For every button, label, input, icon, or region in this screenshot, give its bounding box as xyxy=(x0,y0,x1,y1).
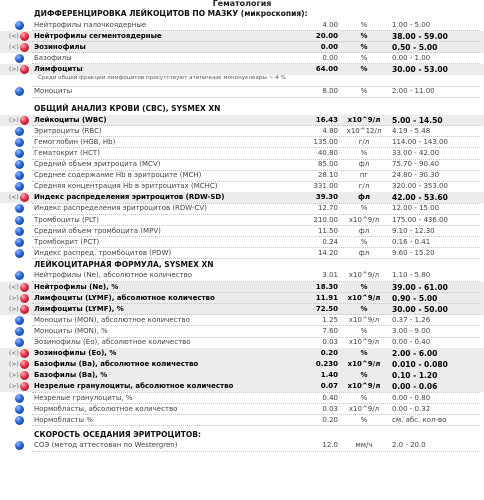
blue-status-icon xyxy=(15,160,24,169)
reference-range: 2.0 - 20.0 xyxy=(392,441,426,450)
red-status-icon xyxy=(20,283,29,292)
abnormal-flag: (<) xyxy=(9,283,19,291)
red-status-icon xyxy=(20,32,29,41)
blue-status-icon xyxy=(15,127,24,136)
test-name: Лимфоциты (LYMF), % xyxy=(34,304,124,313)
reference-range: 320.00 - 353.00 xyxy=(392,182,448,191)
result-row xyxy=(0,315,484,326)
test-name: Базофилы xyxy=(34,53,72,62)
reference-range: 0.00 - 0.80 xyxy=(392,393,431,402)
test-unit: % xyxy=(360,415,368,424)
blue-status-icon xyxy=(15,441,24,450)
test-unit: x10^9/л xyxy=(347,293,381,302)
result-row xyxy=(0,348,484,359)
reference-range: 0.50 - 5.00 xyxy=(392,42,438,52)
reference-range: 4.19 - 5.48 xyxy=(392,126,431,135)
test-unit: % xyxy=(360,304,368,313)
reference-range: 114.00 - 143.00 xyxy=(392,137,448,146)
result-row xyxy=(0,337,484,348)
test-name: Тромбоциты (PLT) xyxy=(34,215,99,224)
reference-range: 3.00 - 9.00 xyxy=(392,326,431,335)
result-row xyxy=(0,31,484,42)
blue-status-icon xyxy=(15,54,24,63)
test-value: 28.10 xyxy=(317,171,338,180)
test-value: 3.01 xyxy=(322,271,338,280)
abnormal-flag: (<) xyxy=(9,43,19,51)
result-row xyxy=(0,137,484,148)
test-name: Базофилы (Ba), % xyxy=(34,371,108,380)
test-unit: % xyxy=(360,20,368,29)
test-unit: x10^12/л xyxy=(346,126,382,135)
test-value: 12.0 xyxy=(322,441,338,450)
result-row xyxy=(0,115,484,126)
result-row xyxy=(0,192,484,203)
test-value: 18.30 xyxy=(315,282,338,291)
test-name: Базофилы (Ba), абсолютное количество xyxy=(34,360,199,369)
reference-range: 12.00 - 15.00 xyxy=(392,204,440,213)
red-status-icon xyxy=(20,349,29,358)
reference-range: 42.00 - 53.60 xyxy=(392,193,448,203)
reference-range: 0.10 - 1.20 xyxy=(392,371,438,381)
red-status-icon xyxy=(20,65,29,74)
blue-status-icon xyxy=(15,405,24,414)
red-status-icon xyxy=(20,193,29,202)
result-row xyxy=(0,415,484,426)
test-value: 0.20 xyxy=(322,415,338,424)
test-unit: % xyxy=(360,282,368,291)
result-row xyxy=(0,359,484,370)
test-value: 11.50 xyxy=(317,226,338,235)
reference-range: 2.00 - 6.00 xyxy=(392,349,438,359)
test-name: Гемоглобин (HGB, Hb) xyxy=(34,137,116,146)
reference-range: 30.00 - 53.00 xyxy=(392,64,448,74)
abnormal-flag: (>) xyxy=(9,116,19,124)
abnormal-flag: (>) xyxy=(9,294,19,302)
test-value: 4.00 xyxy=(322,20,338,29)
test-unit: мм/ч xyxy=(355,441,373,450)
reference-range: 9.10 - 12.30 xyxy=(392,226,435,235)
result-row xyxy=(0,159,484,170)
test-value: 20.00 xyxy=(315,31,338,40)
test-name: СОЭ (метод аттестован по Westergren) xyxy=(34,441,178,450)
abnormal-flag: (>) xyxy=(9,361,19,369)
result-row xyxy=(0,20,484,31)
red-status-icon xyxy=(20,360,29,369)
test-value: 0.20 xyxy=(320,349,338,358)
test-unit: % xyxy=(360,371,368,380)
result-row xyxy=(0,203,484,214)
test-unit: % xyxy=(360,393,368,402)
section-heading: ДИФФЕРЕНЦИРОВКА ЛЕЙКОЦИТОВ ПО МАЗКУ (микроскопия): xyxy=(34,9,308,18)
result-row xyxy=(0,237,484,248)
reference-range: 5.00 - 14.50 xyxy=(392,115,443,125)
row-divider xyxy=(32,97,480,98)
test-value: 0.03 xyxy=(322,404,338,413)
test-name: Среднее содержание Hb в эритроците (MCH) xyxy=(34,171,202,180)
blue-status-icon xyxy=(15,327,24,336)
test-name: Нейтрофилы сегментоядерные xyxy=(34,31,162,40)
report-title: Гематология xyxy=(212,0,272,8)
abnormal-flag: (>) xyxy=(9,383,19,391)
test-value: 7.60 xyxy=(322,326,338,335)
test-name: Средний объем эритроцита (MCV) xyxy=(34,160,161,168)
result-row xyxy=(0,440,484,451)
test-value: 0.230 xyxy=(315,360,338,369)
result-row xyxy=(0,326,484,337)
section-heading: СКОРОСТЬ ОСЕДАНИЯ ЭРИТРОЦИТОВ: xyxy=(34,429,201,439)
test-name: Средний объем тромбоцита (MPV) xyxy=(34,226,161,235)
test-value: 64.00 xyxy=(315,64,338,73)
test-value: 14.20 xyxy=(317,248,338,257)
test-value: 0.24 xyxy=(322,237,338,246)
test-name: Эозинофилы (Eo), абсолютное количество xyxy=(34,338,191,346)
result-row xyxy=(0,181,484,192)
result-row xyxy=(0,126,484,137)
test-unit: x10^9/л xyxy=(348,338,380,346)
result-row xyxy=(0,282,484,293)
test-name: Эозинофилы xyxy=(34,42,86,51)
test-unit: % xyxy=(360,31,368,40)
test-name: Моноциты (MON), абсолютное количество xyxy=(34,315,190,324)
test-value: 72.50 xyxy=(315,304,338,313)
test-unit: % xyxy=(360,87,368,95)
test-value: 210.00 xyxy=(313,215,338,224)
blue-status-icon xyxy=(15,87,24,96)
test-name: Индекс распределения эритроцитов (RDW-CV) xyxy=(34,204,207,213)
test-name: Лейкоциты (WBC) xyxy=(34,115,107,124)
red-status-icon xyxy=(20,43,29,52)
reference-range: 39.00 - 61.00 xyxy=(392,282,448,292)
reference-range: см. абс. кол-во xyxy=(392,415,447,424)
abnormal-flag: (>) xyxy=(9,65,19,73)
test-unit: % xyxy=(360,237,368,246)
test-name: Лимфоциты xyxy=(34,64,83,73)
abnormal-flag: (>) xyxy=(9,372,19,380)
test-unit: % xyxy=(360,42,368,51)
red-status-icon xyxy=(20,371,29,380)
result-row xyxy=(0,270,484,281)
row-divider xyxy=(32,425,480,426)
test-value: 4.80 xyxy=(322,126,338,135)
test-unit: г/л xyxy=(358,182,370,191)
blue-status-icon xyxy=(15,204,24,213)
red-status-icon xyxy=(20,305,29,314)
test-unit: % xyxy=(360,326,368,335)
abnormal-flag: (<) xyxy=(9,194,19,202)
test-unit: фл xyxy=(357,193,371,202)
test-unit: x10^9/л xyxy=(347,360,381,369)
section-heading: ЛЕЙКОЦИТАРНАЯ ФОРМУЛА, SYSMEX XN xyxy=(34,259,214,269)
reference-range: 75.70 - 90.40 xyxy=(392,160,440,168)
reference-range: 38.00 - 59.00 xyxy=(392,31,448,41)
result-row xyxy=(0,370,484,381)
result-row xyxy=(0,53,484,64)
reference-range: 9.60 - 15.20 xyxy=(392,248,435,257)
test-unit: % xyxy=(360,64,368,73)
test-unit: % xyxy=(360,349,368,358)
test-name: Нормобласты, абсолютное количество xyxy=(34,404,178,413)
test-unit: x10^9/л xyxy=(348,315,380,324)
abnormal-flag: (>) xyxy=(9,305,19,313)
reference-range: 175.00 - 436.00 xyxy=(392,215,448,224)
reference-range: 1.10 - 5.80 xyxy=(392,271,431,280)
blue-status-icon xyxy=(15,21,24,30)
reference-range: 33.00 - 42.00 xyxy=(392,148,440,157)
test-unit: x10^9/л xyxy=(347,115,381,124)
blue-status-icon xyxy=(15,271,24,280)
blue-status-icon xyxy=(15,316,24,325)
result-row xyxy=(0,293,484,304)
test-value: 0.40 xyxy=(322,393,338,402)
test-unit: % xyxy=(360,53,368,62)
test-name: Тромбокрит (PCT) xyxy=(34,237,100,246)
test-unit: % xyxy=(360,148,368,157)
section-heading: ОБЩИЙ АНАЛИЗ КРОВИ (CBC), SYSMEX XN xyxy=(34,104,221,114)
test-value: 12.70 xyxy=(317,204,338,213)
reference-range: 24.80 - 30.30 xyxy=(392,171,440,180)
reference-range: 0.00 - 0.06 xyxy=(392,382,438,392)
test-name: Нейтрофилы (Ne), % xyxy=(34,282,119,291)
reference-range: 30.00 - 50.00 xyxy=(392,304,448,314)
red-status-icon xyxy=(20,382,29,391)
test-unit: фл xyxy=(358,248,370,257)
test-name: Гематокрит (HCT) xyxy=(34,148,100,157)
result-row xyxy=(0,393,484,404)
result-note: Среди общей фракции лимфоцитов присутствуют атипичные мононуклеары ~ 4 % xyxy=(38,75,286,81)
result-row xyxy=(0,148,484,159)
test-name: Средняя концентрация Hb в эритроцитах (MCHC) xyxy=(34,182,218,191)
test-value: 0.07 xyxy=(320,382,338,391)
test-value: 0.00 xyxy=(322,53,338,62)
test-unit: г/л xyxy=(358,137,370,146)
test-name: Моноциты (MON), % xyxy=(34,326,108,335)
test-name: Нейтрофилы палочкоядерные xyxy=(34,20,147,29)
test-name: Нормобласты % xyxy=(34,415,93,424)
blue-status-icon xyxy=(15,394,24,403)
result-row xyxy=(0,248,484,259)
result-row xyxy=(0,304,484,315)
test-name: Незрелые гранулоциты, абсолютное количество xyxy=(34,382,234,391)
test-name: Моноциты xyxy=(34,87,73,95)
test-name: Эозинофилы (Eo), % xyxy=(34,349,117,358)
test-value: 331.00 xyxy=(313,182,338,191)
test-unit: фл xyxy=(358,160,370,168)
test-value: 135.00 xyxy=(313,137,338,146)
test-name: Индекс распред. тромбоцитов (PDW) xyxy=(34,248,172,257)
test-name: Эритроциты (RBC) xyxy=(34,126,102,135)
reference-range: 0.010 - 0.080 xyxy=(392,360,448,370)
test-value: 16.43 xyxy=(315,115,338,124)
result-row xyxy=(0,42,484,53)
result-row xyxy=(0,226,484,237)
test-value: 0.03 xyxy=(322,338,338,346)
reference-range: 2.00 - 11.00 xyxy=(392,87,435,95)
test-value: 11.91 xyxy=(315,293,338,302)
result-row xyxy=(0,404,484,415)
blue-status-icon xyxy=(15,227,24,236)
blue-status-icon xyxy=(15,249,24,258)
reference-range: 0.16 - 0.41 xyxy=(392,237,431,246)
result-row xyxy=(0,215,484,226)
reference-range: 0.00 - 1.00 xyxy=(392,53,431,62)
result-row xyxy=(0,86,484,97)
reference-range: 0.37 - 1.26 xyxy=(392,315,431,324)
test-value: 0.00 xyxy=(320,42,338,51)
test-name: Индекс распределения эритроцитов (RDW-SD) xyxy=(34,193,225,202)
blue-status-icon xyxy=(15,171,24,180)
test-unit: x10^9/л xyxy=(348,271,380,280)
test-value: 8.00 xyxy=(322,87,338,95)
blue-status-icon xyxy=(15,138,24,147)
blue-status-icon xyxy=(15,416,24,425)
test-unit: x10^9/л xyxy=(348,404,380,413)
row-divider xyxy=(32,451,480,452)
result-row xyxy=(0,381,484,392)
red-status-icon xyxy=(20,116,29,125)
test-name: Нейтрофилы (Ne), абсолютное количество xyxy=(34,271,193,280)
reference-range: 0.00 - 0.32 xyxy=(392,404,431,413)
test-unit: % xyxy=(360,204,368,213)
reference-range: 0.90 - 5.00 xyxy=(392,293,438,303)
test-unit: x10^9/л xyxy=(347,382,381,391)
blue-status-icon xyxy=(15,238,24,247)
abnormal-flag: (<) xyxy=(9,350,19,358)
red-status-icon xyxy=(20,294,29,303)
test-value: 40.80 xyxy=(317,148,338,157)
test-name: Лимфоциты (LYMF), абсолютное количество xyxy=(34,293,215,302)
blue-status-icon xyxy=(15,216,24,225)
test-value: 85.00 xyxy=(317,160,338,168)
reference-range: 1.00 - 5.00 xyxy=(392,20,431,29)
test-unit: пг xyxy=(359,171,369,180)
test-value: 1.40 xyxy=(320,371,338,380)
test-name: Незрелые гранулоциты, % xyxy=(34,393,133,402)
test-value: 1.25 xyxy=(322,315,338,324)
result-row xyxy=(0,170,484,181)
abnormal-flag: (<) xyxy=(9,32,19,40)
reference-range: 0.00 - 0.40 xyxy=(392,338,431,346)
test-unit: фл xyxy=(358,226,370,235)
test-unit: x10^9/л xyxy=(348,215,380,224)
blue-status-icon xyxy=(15,338,24,347)
blue-status-icon xyxy=(15,149,24,158)
blue-status-icon xyxy=(15,182,24,191)
test-value: 39.30 xyxy=(315,193,338,202)
